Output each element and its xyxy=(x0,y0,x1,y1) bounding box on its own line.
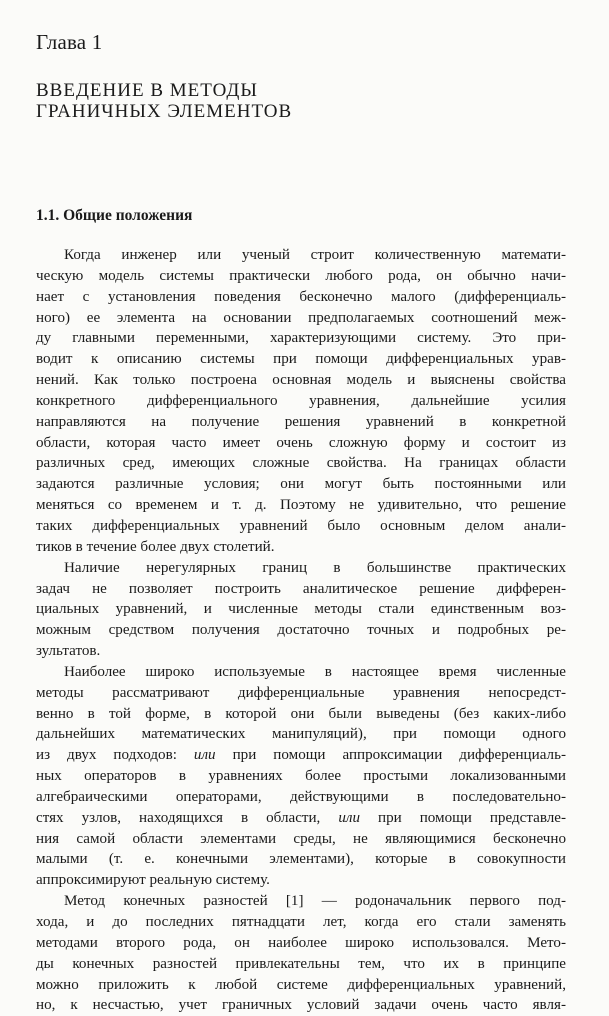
text-fragment: при помощи представле- xyxy=(360,809,566,826)
text-line: Наличие нерегулярных границ в большинстве практических xyxy=(64,559,566,576)
chapter-title-line-2: ГРАНИЧНЫХ ЭЛЕМЕНТОВ xyxy=(36,101,293,122)
text-fragment: из двух подходов: xyxy=(36,747,194,764)
chapter-title-line-1: ВВЕДЕНИЕ В МЕТОДЫ xyxy=(36,80,258,101)
text-line: ного) ее элемента на основании предполагаемых соотношений меж- xyxy=(36,309,566,326)
text-line: направляются на получение решения уравнений в конкретной xyxy=(36,413,566,430)
body-text xyxy=(36,245,566,1016)
text-fragment: стях узлов, находящихся в области, xyxy=(36,809,339,826)
text-line: циальных уравнений, и численные методы стали единственным воз- xyxy=(36,601,566,618)
text-line: ды конечных разностей привлекательны тем, что их в принципе xyxy=(36,955,566,972)
text-line: можным средством получения достаточно точных и подробных ре- xyxy=(36,622,566,639)
text-line xyxy=(36,808,566,829)
text-line: таких дифференциальных уравнений было основным делом анали- xyxy=(36,517,566,534)
text-line: задач не позволяет построить аналитическое решение дифферен- xyxy=(36,580,566,597)
chapter-title xyxy=(36,80,292,122)
text-line: задаются различные условия; они могут быть постоянными или xyxy=(36,476,566,493)
text-line: алгебраическими операторами, действующими в последовательно- xyxy=(36,788,566,805)
text-line: можно приложить к любой системе дифференциальных уравнений, xyxy=(36,976,566,993)
text-line: нений. Как только построена основная модель и выяснены свойства xyxy=(36,372,566,389)
text-line xyxy=(36,745,566,766)
text-line: тиков в течение более двух столетий. xyxy=(36,538,275,555)
text-line: ния самой области элементами среды, не являющимися бесконечно xyxy=(36,830,566,847)
chapter-label: Глава 1 xyxy=(36,30,103,54)
text-line: аппроксимируют реальную систему. xyxy=(36,872,270,889)
text-line: Наиболее широко используемые в настоящее время численные xyxy=(64,663,566,680)
emphasis: или xyxy=(193,747,216,764)
text-fragment: при помощи аппроксимации дифференциаль- xyxy=(215,747,566,764)
text-line: венно в той форме, в которой они были выведены (без каких-либо xyxy=(36,705,566,722)
text-line: ду главными переменными, характеризующими систему. Это при- xyxy=(36,330,566,347)
text-line: ных операторов в уравнениях более простыми локализованными xyxy=(36,768,566,785)
emphasis: или xyxy=(338,809,361,826)
text-line: водит к описанию системы при помощи дифференциальных урав- xyxy=(36,351,566,368)
text-line: малыми (т. е. конечными элементами), которые в совокупности xyxy=(36,851,566,868)
text-line: Когда инженер или ученый строит количественную математи- xyxy=(64,247,566,263)
text-line: хода, и до последних пятнадцати лет, когда его стали заменять xyxy=(36,914,566,930)
section-heading: 1.1. Общие положения xyxy=(36,207,193,224)
text-line: зультатов. xyxy=(36,643,101,660)
text-line: дальнейших математических манипуляций), при помощи одного xyxy=(36,726,566,743)
text-line: различных сред, имеющих сложные свойства. На границах области xyxy=(36,455,566,472)
text-line: конкретного дифференциального уравнения, дальнейшие усилия xyxy=(36,392,566,409)
text-line: меняться со временем и т. д. Поэтому не удивительно, что решение xyxy=(36,497,566,514)
text-line: методы рассматривают дифференциальные уравнения непосредст- xyxy=(36,684,566,701)
text-line: Метод конечных разностей [1] — родоначальник первого под- xyxy=(64,893,566,910)
text-line: ческую модель системы практически любого рода, он обычно начи- xyxy=(36,267,566,284)
text-line: но, к несчастью, учет граничных условий задачи очень часто явля- xyxy=(36,997,566,1014)
text-line: области, которая часто имеет очень сложную форму и состоит из xyxy=(36,434,566,451)
text-line: нает с установления поведения бесконечно малого (дифференциаль- xyxy=(36,288,566,305)
text-line: методами второго рода, он наиболее широко использовался. Мето- xyxy=(36,934,566,951)
